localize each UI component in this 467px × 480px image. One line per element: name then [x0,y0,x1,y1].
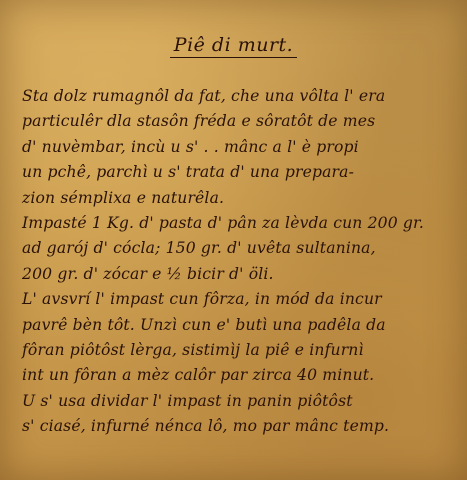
text-line: zion sémplixa e naturêla. [22,188,225,207]
text-line: un pchê, parchì u s' trata d' una prepara- [22,163,355,182]
text-line: Impasté 1 Kg. d' pasta d' pân za lèvda cun 200 gr. [22,213,425,232]
text-line: Sta dolz rumagnôl da fat, che una vôlta l' era [22,87,386,105]
text-line: ad garój d' cócla; 150 gr. d' uvêta sultanina, [22,239,376,258]
text-line: 200 gr. d' zócar e ½ bicir d' öli. [22,264,274,283]
recipe-body [22,84,448,439]
recipe-title: Piê di murt. [0,34,467,56]
text-line: fôran piôtôst lèrga, sistimìj la piê e infurnì [22,340,364,359]
text-line: U s' usa dividar l' impast in panin piôtôst [22,391,353,410]
text-line: particulêr dla stasôn fréda e sôratôt de mes [22,112,376,131]
text-line: int un fôran a mèz calôr par zirca 40 minut. [22,366,375,385]
text-line: s' ciasé, infurné nénca lô, mo par mânc temp. [22,417,390,436]
text-line: d' nuvèmbar, incù u s' . . mânc a l' è propi [22,137,359,156]
text-line: L' avsvrí l' impast cun fôrza, in mód da incur [22,290,382,309]
text-line: pavrê bèn tôt. Unzì cun e' butì una padêla da [22,315,386,334]
